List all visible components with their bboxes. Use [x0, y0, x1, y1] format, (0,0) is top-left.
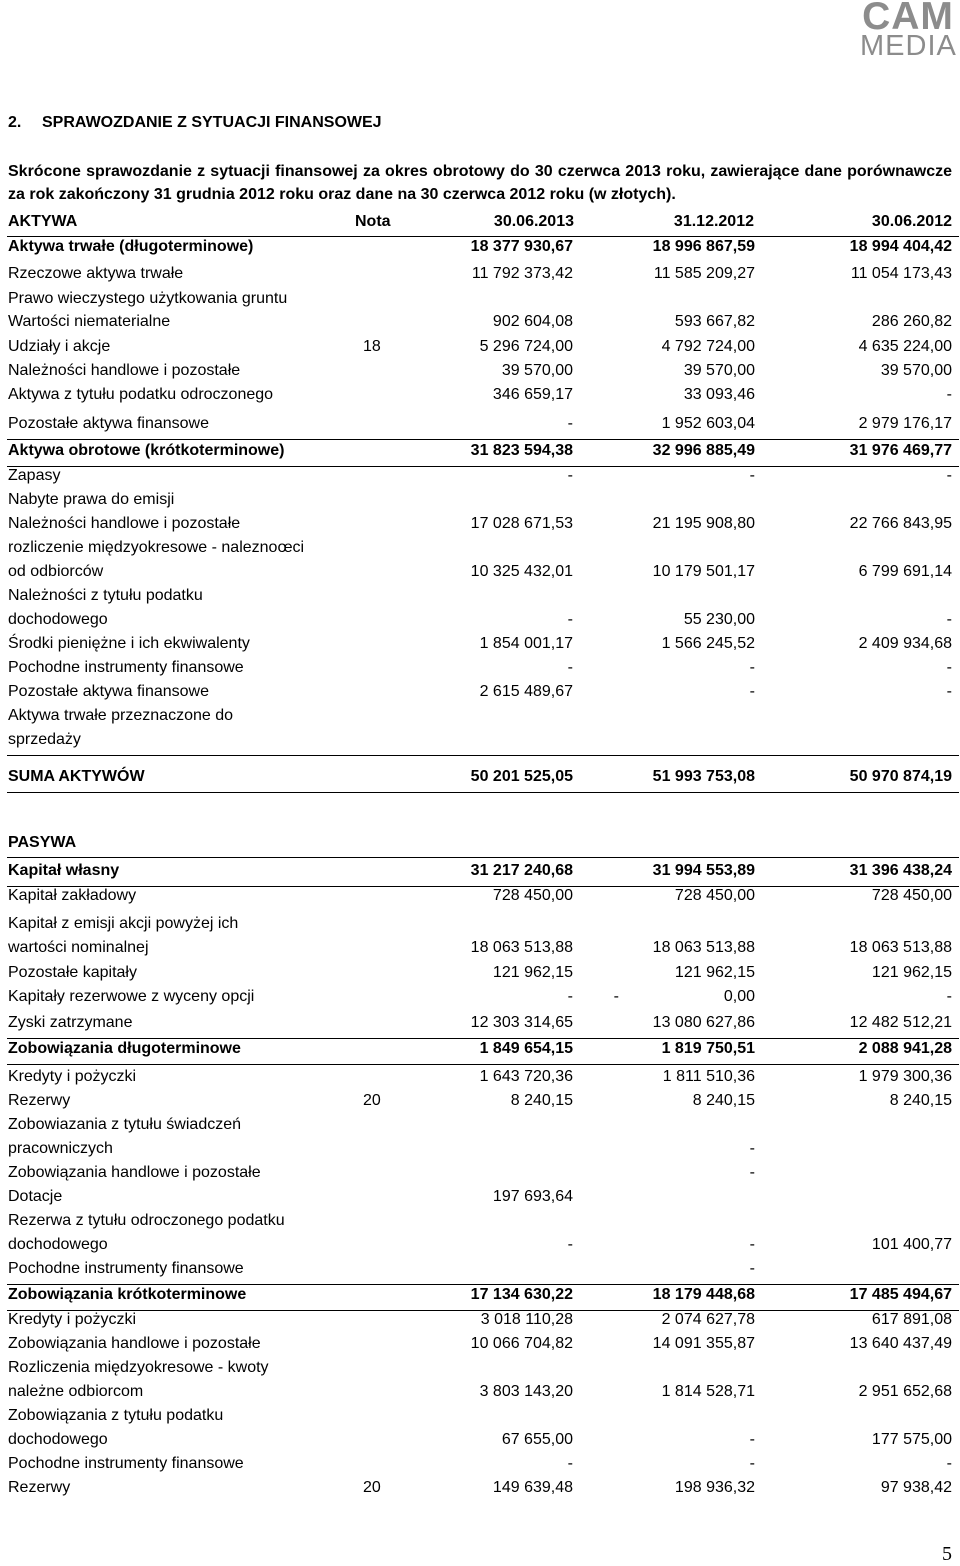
row-value-2012-06: 8 240,15 — [889, 1092, 952, 1109]
row-value-2013-06: - — [567, 1455, 573, 1472]
row-value-2013-06: 346 659,17 — [492, 386, 573, 403]
section-title — [8, 114, 382, 132]
row-value-2012-12: - — [749, 1140, 755, 1157]
row-value-2012-12: 2 074 627,78 — [661, 1311, 755, 1328]
row-value-2012-12: - — [749, 467, 755, 484]
row-label: Kapitał z emisji akcji powyżej ich wartości nominalnej — [8, 915, 239, 956]
row-value-extra: - — [613, 988, 619, 1005]
row-label: Wartości niematerialne — [8, 313, 171, 330]
row-label: Rezerwy — [8, 1479, 71, 1496]
row-label: Kapitał własny — [8, 862, 120, 879]
row-value-2012-12: 14 091 355,87 — [652, 1335, 755, 1352]
row-label: SUMA AKTYWÓW — [8, 768, 145, 785]
row-label: Zobowiazania z tytułu świadczeń pracowniczych — [8, 1116, 242, 1157]
row-value-2012-12: 32 996 885,49 — [652, 442, 755, 459]
intro-paragraph: Skrócone sprawozdanie z sytuacji finansowej za okres obrotowy do 30 czerwca 2013 roku, zawierające dane porównawcze za rok zakończony 31 grudnia 2012 roku oraz dane na 30 czerwca 2012 roku (w złotych). — [8, 163, 952, 203]
row-value-2012-12: 198 936,32 — [674, 1479, 755, 1496]
table-row — [7, 1407, 959, 1455]
row-label: Zobowiązania krótkoterminowe — [8, 1286, 247, 1303]
row-value-2012-12: 11 585 209,27 — [653, 265, 755, 282]
row-value-2012-06: 12 482 512,21 — [849, 1014, 952, 1031]
table-row — [7, 1012, 959, 1038]
row-label: Pochodne instrumenty finansowe — [8, 659, 244, 676]
row-value-2013-06: 121 962,15 — [492, 964, 573, 981]
row-value-2012-06: 617 891,08 — [871, 1311, 952, 1328]
row-value-2012-12: 10 179 501,17 — [652, 563, 755, 580]
row-label: Należności handlowe i pozostałe — [8, 362, 241, 379]
row-label: Zobowiązania długoterminowe — [8, 1040, 241, 1057]
row-value-2013-06: 10 066 704,82 — [470, 1335, 573, 1352]
row-label: Rozliczenia międzyokresowe - kwoty należne odbiorcom — [8, 1359, 269, 1400]
aktywa-table — [7, 236, 959, 793]
row-value-2012-12: 18 179 448,68 — [652, 1286, 755, 1303]
table-row — [7, 756, 959, 793]
row-value-2013-06: 50 201 525,05 — [470, 768, 573, 785]
row-value-2013-06: 31 217 240,68 — [470, 862, 573, 879]
row-label: Należności z tytułu podatku dochodowego — [8, 587, 203, 628]
table-row — [7, 539, 959, 587]
row-value-2013-06: 18 063 513,88 — [470, 939, 573, 956]
row-value-2013-06: 11 792 373,42 — [471, 265, 573, 282]
header-col-2013-06: 30.06.2013 — [493, 213, 574, 230]
row-value-2012-06: - — [946, 611, 952, 628]
row-value-2012-12: - — [749, 683, 755, 700]
row-label: Aktywa obrotowe (krótkoterminowe) — [8, 442, 285, 459]
row-value-2013-06: 2 615 489,67 — [479, 683, 573, 700]
row-value-2012-12: 21 195 908,80 — [652, 515, 755, 532]
table-row — [7, 386, 959, 410]
row-value-2013-06: 149 639,48 — [492, 1479, 573, 1496]
row-value-2012-06: 2 088 941,28 — [858, 1040, 952, 1057]
row-value-2012-12: 728 450,00 — [674, 887, 755, 904]
row-label: Dotacje — [8, 1188, 63, 1205]
row-label: Pozostałe aktywa finansowe — [8, 683, 209, 700]
row-label: Należności handlowe i pozostałe — [8, 515, 241, 532]
row-value-2012-12: 1 952 603,04 — [661, 415, 755, 432]
row-label: Udziały i akcje — [8, 338, 111, 355]
row-value-2013-06: - — [567, 415, 573, 432]
row-value-2012-12: - — [749, 1236, 755, 1253]
row-label: Kapitał zakładowy — [8, 887, 137, 904]
header-pasywa: PASYWA — [8, 834, 77, 851]
row-value-2012-06: 31 976 469,77 — [849, 442, 952, 459]
row-label: Nabyte prawa do emisji — [8, 491, 175, 508]
row-value-2012-06: 18 994 404,42 — [849, 238, 952, 255]
row-value-2013-06: - — [567, 611, 573, 628]
table-row — [7, 1212, 959, 1260]
row-label: Zyski zatrzymane — [8, 1014, 133, 1031]
row-value-2012-12: 55 230,00 — [683, 611, 755, 628]
row-value-2013-06: 3 018 110,28 — [480, 1311, 573, 1328]
row-value-2013-06: 17 134 630,22 — [470, 1286, 573, 1303]
row-value-2012-06: - — [946, 386, 952, 403]
row-value-2012-06: 2 951 652,68 — [858, 1383, 952, 1400]
row-value-2013-06: 3 803 143,20 — [479, 1383, 573, 1400]
row-value-2012-12: 1 819 750,51 — [661, 1040, 755, 1057]
table-row — [7, 1260, 959, 1285]
row-value-2012-06: 13 640 437,49 — [849, 1335, 952, 1352]
logo-line-1: CAM — [862, 0, 954, 38]
row-value-2012-12: 51 993 753,08 — [652, 768, 755, 785]
row-value-2012-06: 1 979 300,36 — [858, 1068, 952, 1085]
table-row — [7, 439, 959, 467]
row-value-2012-06: 31 396 438,24 — [849, 862, 952, 879]
table-row — [7, 857, 959, 887]
table-row — [7, 1479, 959, 1503]
row-label: Kredyty i pożyczki — [8, 1311, 137, 1328]
table-row — [7, 1116, 959, 1164]
row-label: Kapitały rezerwowe z wyceny opcji — [8, 988, 255, 1005]
row-value-2012-06: 177 575,00 — [871, 1431, 952, 1448]
row-label: Pochodne instrumenty finansowe — [8, 1455, 244, 1472]
row-value-2013-06: 1 854 001,17 — [479, 635, 573, 652]
row-value-2012-12: 0,00 — [723, 988, 755, 1005]
row-nota: 20 — [363, 1092, 381, 1109]
row-value-2012-06: 101 400,77 — [871, 1236, 952, 1253]
row-value-2013-06: 1 643 720,36 — [479, 1068, 573, 1085]
table-row — [7, 988, 959, 1012]
row-value-2012-06: - — [946, 659, 952, 676]
row-label: Zobowiązania z tytułu podatku dochodowego — [8, 1407, 224, 1448]
row-value-2012-12: 18 063 513,88 — [652, 939, 755, 956]
row-value-2012-12: 4 792 724,00 — [661, 338, 755, 355]
row-value-2012-12: 1 811 510,36 — [662, 1068, 755, 1085]
row-value-2012-06: 121 962,15 — [871, 964, 952, 981]
row-value-2012-12: - — [749, 1455, 755, 1472]
row-value-2012-06: 39 570,00 — [880, 362, 952, 379]
row-value-2013-06: 1 849 654,15 — [479, 1040, 573, 1057]
row-value-2012-06: 6 799 691,14 — [858, 563, 952, 580]
row-value-2012-06: 50 970 874,19 — [849, 768, 952, 785]
row-value-2012-12: - — [749, 1164, 755, 1181]
row-value-2013-06: 5 296 724,00 — [479, 338, 573, 355]
row-label: Zobowiązania handlowe i pozostałe — [8, 1164, 261, 1181]
row-value-2012-06: 728 450,00 — [871, 887, 952, 904]
row-value-2013-06: 39 570,00 — [501, 362, 573, 379]
pasywa-table — [7, 857, 959, 1503]
row-value-2012-12: 121 962,15 — [674, 964, 755, 981]
row-value-2012-06: - — [946, 988, 952, 1005]
row-value-2012-12: 33 093,46 — [683, 386, 755, 403]
table-row — [7, 707, 959, 756]
row-value-2012-06: 18 063 513,88 — [849, 939, 952, 956]
table-row — [7, 1065, 959, 1092]
row-label: Zobowiązania handlowe i pozostałe — [8, 1335, 261, 1352]
row-value-2013-06: - — [567, 467, 573, 484]
row-value-2013-06: - — [567, 1236, 573, 1253]
row-label: rozliczenie międzyokresowe - naleznoœci od odbiorców — [8, 539, 305, 580]
row-label: Pozostałe aktywa finansowe — [8, 415, 209, 432]
row-label: Aktywa trwałe przeznaczone do sprzedaży — [8, 707, 233, 748]
table-row — [7, 911, 959, 963]
row-value-2012-12: 13 080 627,86 — [652, 1014, 755, 1031]
row-value-2012-06: - — [946, 1455, 952, 1472]
row-label: Prawo wieczystego użytkowania gruntu — [8, 290, 288, 307]
section-title-text: SPRAWOZDANIE Z SYTUACJI FINANSOWEJ — [42, 114, 382, 131]
row-value-2013-06: 31 823 594,38 — [470, 442, 573, 459]
row-label: Kredyty i pożyczki — [8, 1068, 137, 1085]
row-value-2012-12: 8 240,15 — [692, 1092, 755, 1109]
row-value-2012-06: - — [946, 467, 952, 484]
row-value-2013-06: 67 655,00 — [501, 1431, 573, 1448]
row-value-2012-06: 22 766 843,95 — [849, 515, 952, 532]
row-value-2012-06: 17 485 494,67 — [849, 1286, 952, 1303]
header-col-2012-06: 30.06.2012 — [871, 213, 952, 230]
row-value-2012-12: 31 994 553,89 — [652, 862, 755, 879]
row-value-2012-12: 1 814 528,71 — [661, 1383, 755, 1400]
row-value-2013-06: 902 604,08 — [492, 313, 573, 330]
row-nota: 18 — [363, 338, 381, 355]
row-value-2013-06: 8 240,15 — [510, 1092, 573, 1109]
row-value-2012-12: 39 570,00 — [683, 362, 755, 379]
row-value-2012-06: 97 938,42 — [880, 1479, 952, 1496]
table-row — [7, 410, 959, 439]
row-value-2012-12: 593 667,82 — [674, 313, 755, 330]
row-label: Aktywa z tytułu podatku odroczonego — [8, 386, 274, 403]
row-label: Pozostałe kapitały — [8, 964, 137, 981]
table-row — [7, 262, 959, 289]
row-value-2013-06: 12 303 314,65 — [470, 1014, 573, 1031]
row-value-2012-12: - — [749, 1431, 755, 1448]
row-value-2013-06: 18 377 930,67 — [470, 238, 573, 255]
table-row — [7, 887, 959, 911]
row-value-2013-06: 197 693,64 — [492, 1188, 573, 1205]
row-label: Zapasy — [8, 467, 61, 484]
page-number: 5 — [942, 1543, 952, 1565]
cam-media-logo — [860, 2, 956, 60]
header-aktywa: AKTYWA — [8, 213, 78, 230]
row-value-2013-06: 10 325 432,01 — [470, 563, 573, 580]
table-row — [7, 1038, 959, 1065]
table-row — [7, 587, 959, 635]
row-value-2013-06: 17 028 671,53 — [470, 515, 573, 532]
row-value-2013-06: - — [567, 988, 573, 1005]
row-label: Środki pieniężne i ich ekwiwalenty — [8, 635, 250, 652]
row-value-2012-06: 2 979 176,17 — [858, 415, 952, 432]
row-value-2012-06: - — [946, 683, 952, 700]
row-value-2013-06: 728 450,00 — [492, 887, 573, 904]
row-value-2012-12: 1 566 245,52 — [661, 635, 755, 652]
row-value-2012-06: 11 054 173,43 — [850, 265, 952, 282]
row-value-2012-06: 4 635 224,00 — [858, 338, 952, 355]
row-value-2012-12: - — [749, 1260, 755, 1277]
header-col-2012-12: 31.12.2012 — [673, 213, 754, 230]
row-label: Rzeczowe aktywa trwałe — [8, 265, 184, 282]
row-value-2013-06: - — [567, 659, 573, 676]
table-row — [7, 314, 959, 337]
table-row — [7, 237, 959, 262]
logo-line-2: MEDIA — [860, 30, 957, 62]
row-nota: 20 — [363, 1479, 381, 1496]
row-label: Rezerwy — [8, 1092, 71, 1109]
table-row — [7, 1359, 959, 1407]
section-number: 2. — [8, 114, 22, 131]
header-nota: Nota — [355, 213, 391, 230]
row-label: Aktywa trwałe (długoterminowe) — [8, 238, 254, 255]
row-value-2012-12: 18 996 867,59 — [652, 238, 755, 255]
row-value-2012-06: 286 260,82 — [871, 313, 952, 330]
row-label: Rezerwa z tytułu odroczonego podatku dochodowego — [8, 1212, 285, 1253]
row-value-2012-12: - — [749, 659, 755, 676]
row-value-2012-06: 2 409 934,68 — [858, 635, 952, 652]
row-label: Pochodne instrumenty finansowe — [8, 1260, 244, 1277]
